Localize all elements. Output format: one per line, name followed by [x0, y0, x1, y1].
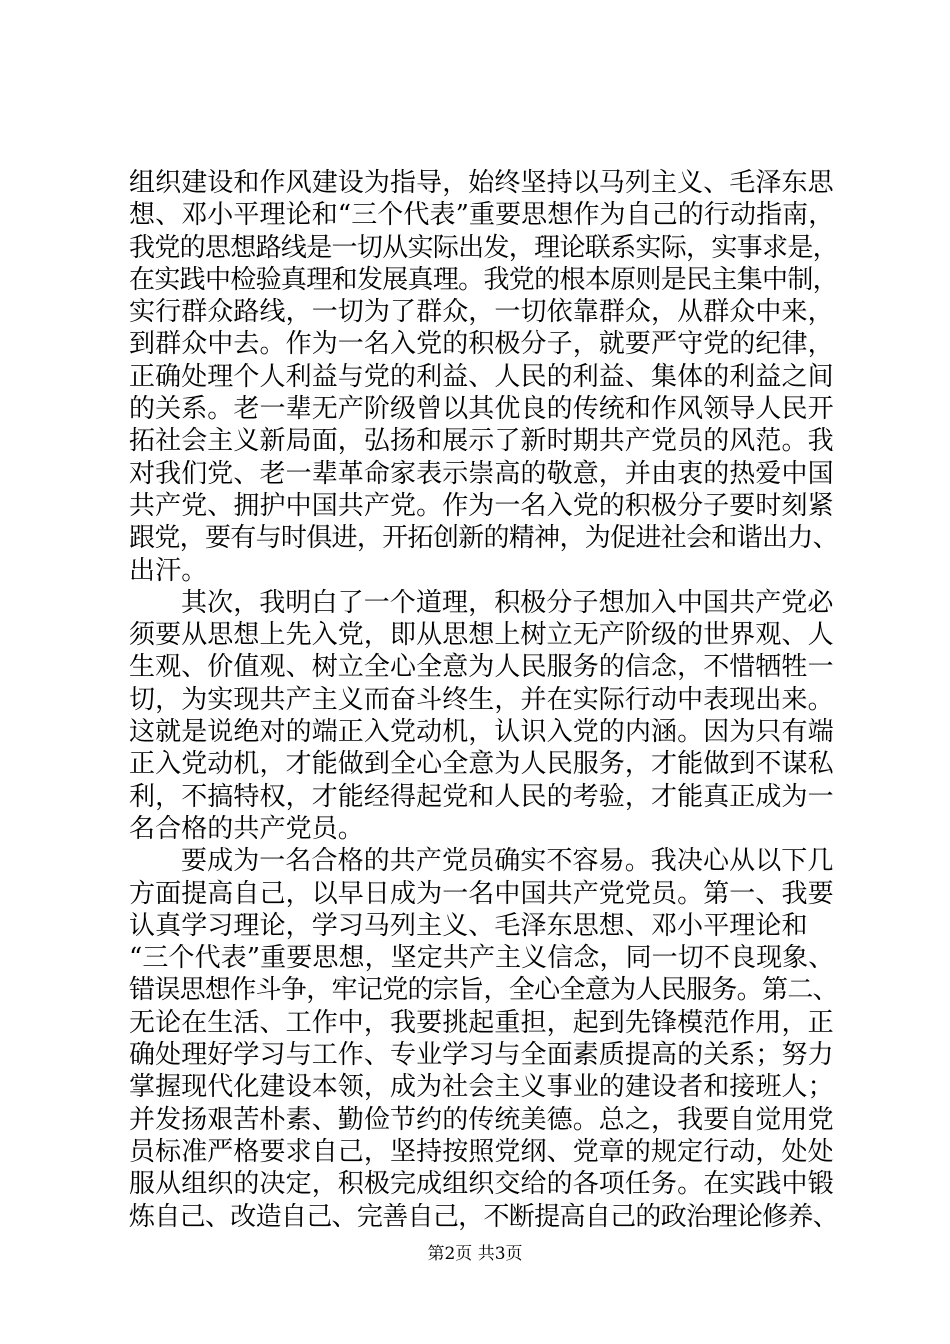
- text-line: 的关系。老一辈无产阶级曾以其优良的传统和作风领导人民开: [129, 394, 834, 425]
- text-line: 确处理好学习与工作、专业学习与全面素质提高的关系；努力: [129, 1040, 834, 1071]
- text-line: 正确处理个人利益与党的利益、人民的利益、集体的利益之间: [129, 361, 834, 392]
- text-line: 无论在生活、工作中，我要挑起重担，起到先锋模范作用，正: [129, 1007, 834, 1038]
- text-line: 跟党，要有与时俱进，开拓创新的精神，为促进社会和谐出力、: [129, 523, 838, 554]
- text-line: 名合格的共产党员。: [129, 813, 364, 844]
- text-line: 认真学习理论，学习马列主义、毛泽东思想、邓小平理论和: [129, 910, 808, 941]
- page-footer: 第2页 共3页: [427, 1244, 523, 1264]
- text-line: 掌握现代化建设本领，成为社会主义事业的建设者和接班人；: [129, 1072, 834, 1103]
- text-line: 员标准严格要求自己，坚持按照党纲、党章的规定行动，处处: [129, 1136, 834, 1167]
- text-line: 实行群众路线，一切为了群众，一切依靠群众，从群众中来，: [129, 297, 834, 328]
- text-line: 利，不搞特权，才能经得起党和人民的考验，才能真正成为一: [129, 781, 834, 812]
- text-line: 拓社会主义新局面，弘扬和展示了新时期共产党员的风范。我: [129, 426, 834, 457]
- text-line: 生观、价值观、树立全心全意为人民服务的信念，不惜牺牲一: [129, 652, 834, 683]
- text-line: 服从组织的决定，积极完成组织交给的各项任务。在实践中锻: [129, 1169, 834, 1200]
- text-line: 并发扬艰苦朴素、勤俭节约的传统美德。总之，我要自觉用党: [129, 1104, 834, 1135]
- body-text: [129, 167, 839, 1233]
- text-line: 我党的思想路线是一切从实际出发，理论联系实际，实事求是，: [129, 232, 838, 263]
- text-line: 到群众中去。作为一名入党的积极分子，就要严守党的纪律，: [129, 329, 834, 360]
- text-line: 要成为一名合格的共产党员确实不容易。我决心从以下几: [181, 846, 834, 877]
- text-line: 正入党动机，才能做到全心全意为人民服务，才能做到不谋私: [129, 749, 834, 780]
- text-line: 想、邓小平理论和“三个代表”重要思想作为自己的行动指南，: [129, 200, 835, 231]
- text-line: 出汗。: [129, 555, 208, 586]
- text-line: 在实践中检验真理和发展真理。我党的根本原则是民主集中制，: [129, 264, 838, 295]
- text-line: 这就是说绝对的端正入党动机，认识入党的内涵。因为只有端: [129, 717, 834, 748]
- text-line: 方面提高自己，以早日成为一名中国共产党党员。第一、我要: [129, 878, 834, 909]
- text-line: 切，为实现共产主义而奋斗终生，并在实际行动中表现出来。: [129, 684, 834, 715]
- text-line: 组织建设和作风建设为指导，始终坚持以马列主义、毛泽东思: [129, 168, 834, 198]
- text-line: 对我们党、老一辈革命家表示崇高的敬意，并由衷的热爱中国: [129, 458, 834, 489]
- text-line: “三个代表”重要思想，坚定共产主义信念，同一切不良现象、: [129, 943, 835, 974]
- text-line: 共产党、拥护中国共产党。作为一名入党的积极分子要时刻紧: [129, 490, 834, 521]
- text-line: 炼自己、改造自己、完善自己，不断提高自己的政治理论修养、: [129, 1201, 838, 1232]
- text-line: 其次，我明白了一个道理，积极分子想加入中国共产党必: [181, 587, 834, 618]
- text-line: 错误思想作斗争，牢记党的宗旨，全心全意为人民服务。第二、: [129, 975, 838, 1006]
- text-line: 须要从思想上先入党，即从思想上树立无产阶级的世界观、人: [129, 620, 834, 651]
